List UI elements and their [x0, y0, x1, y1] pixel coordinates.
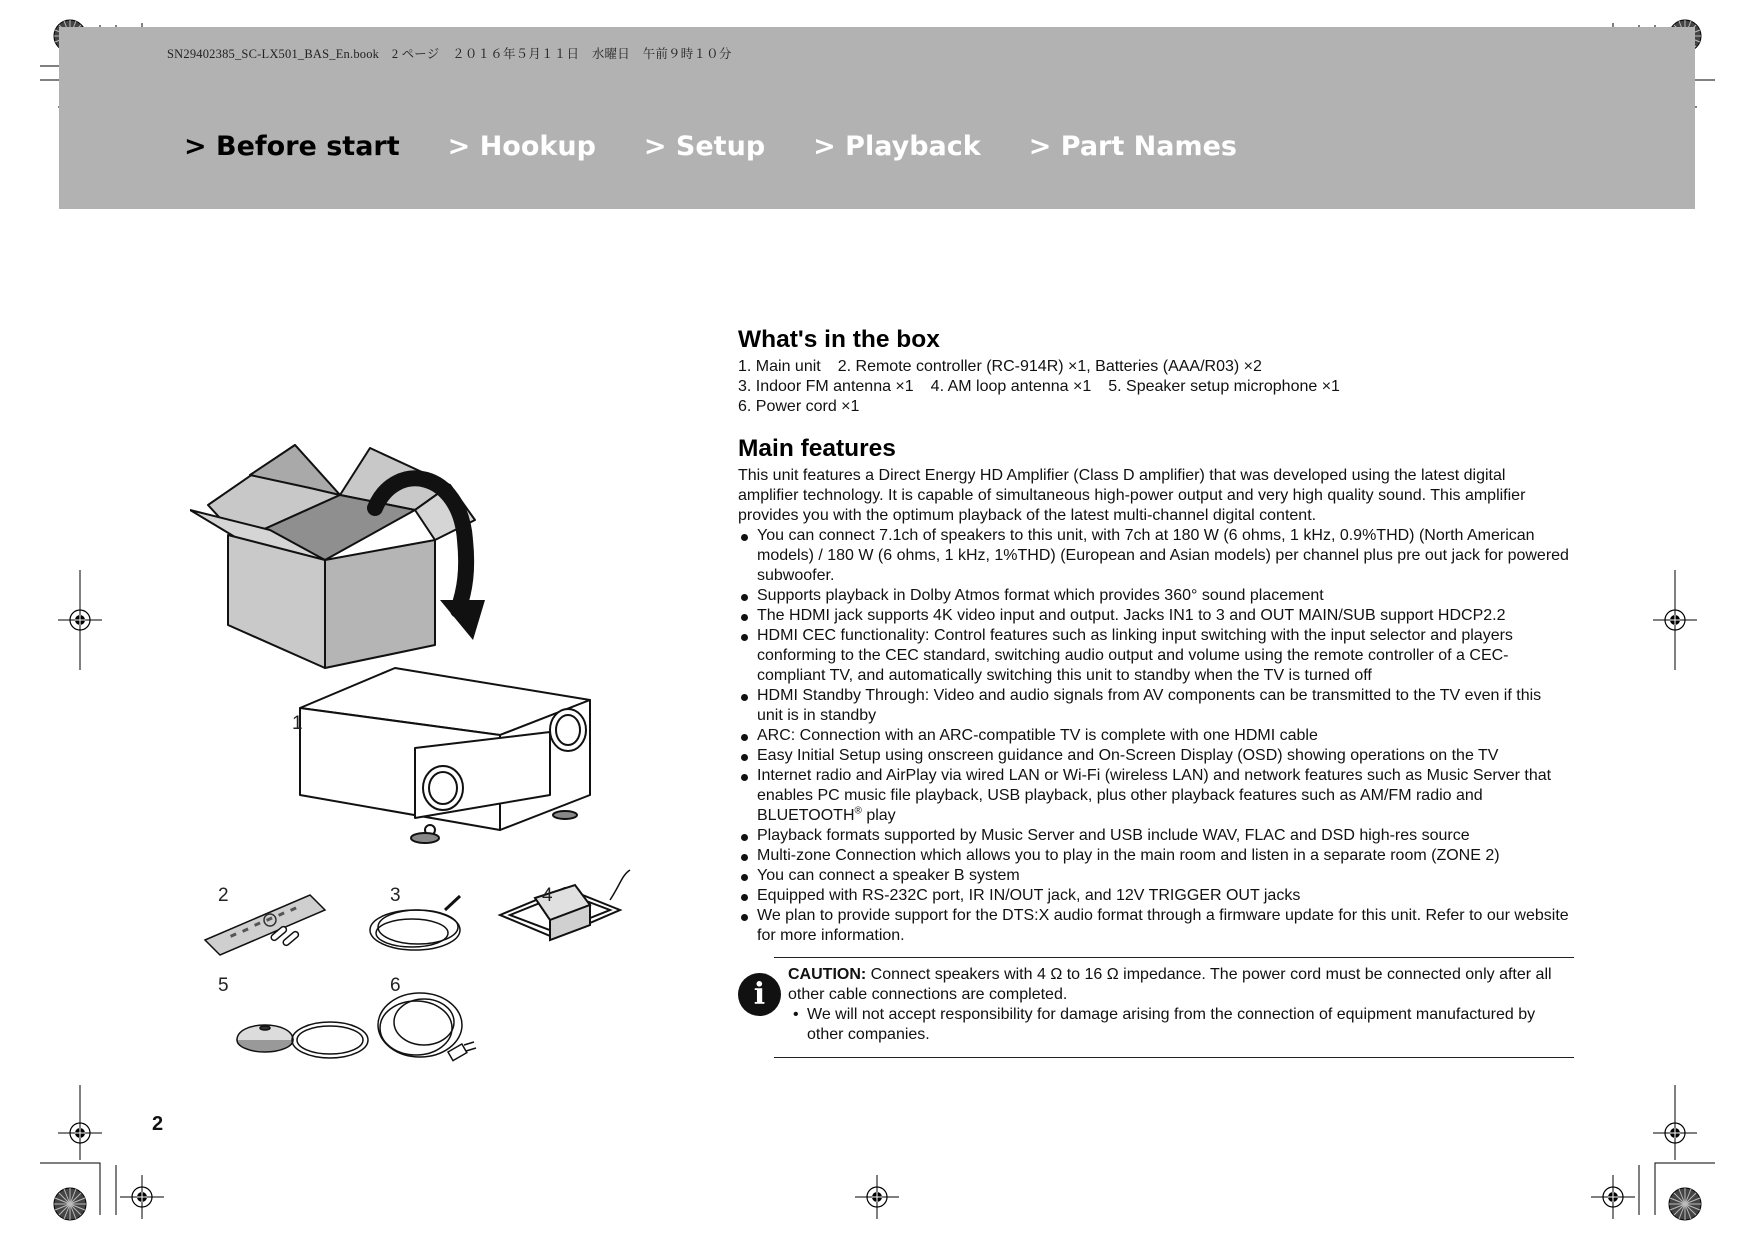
box-item: 4. AM loop antenna ×1 [930, 378, 1092, 395]
file-meta: SN29402385_SC-LX501_BAS_En.book 2 ページ ２０１６年５月１１日 水曜日 午前９時１０分 [167, 47, 732, 61]
feature-item: Playback formats supported by Music Server and USB include WAV, FLAC and DSD high-res source [738, 826, 1570, 846]
bluetooth-feature-text: Internet radio and AirPlay via wired LAN or Wi-Fi (wireless LAN) and network features such as Music Server that enables PC music file playback, USB playback, plus other playback features such as AM/FM radio and BLUETOOTH [757, 767, 1552, 824]
feature-item: HDMI Standby Through: Video and audio signals from AV components can be transmitted to the TV even if this unit is in standby [738, 686, 1570, 726]
section-nav [184, 126, 1285, 166]
box-contents-list [738, 357, 1570, 417]
setup-microphone-drawing [237, 1022, 368, 1058]
nav-hookup[interactable]: > Hookup [447, 130, 596, 162]
caution-top-rule [774, 957, 1574, 958]
box-item: 1. Main unit [738, 358, 821, 375]
feature-item: We plan to provide support for the DTS:X audio format through a firmware update for this unit. Refer to our website for more information. [738, 906, 1570, 946]
feature-item: Equipped with RS-232C port, IR IN/OUT jack, and 12V TRIGGER OUT jacks [738, 886, 1570, 906]
box-item: 6. Power cord ×1 [738, 398, 860, 415]
page-number: 2 [152, 1113, 164, 1135]
feature-item: Multi-zone Connection which allows you to play in the main room and listen in a separate room (ZONE 2) [738, 846, 1570, 866]
features-list [738, 526, 1570, 946]
main-content [738, 326, 1570, 946]
am-loop-antenna-drawing [500, 870, 630, 940]
box-contents-drawing [190, 430, 690, 1090]
caution-bullet: • We will not accept responsibility for damage arising from the connection of equipment manufactured by other companies. [788, 1005, 1574, 1045]
caution-bottom-rule [774, 1057, 1574, 1058]
figure-number-4: 4 [542, 885, 553, 906]
caution-message: Connect speakers with 4 Ω to 16 Ω impedance. The power cord must be connected only after all other cable connections are completed. [788, 966, 1552, 1003]
nav-playback[interactable]: > Playback [813, 130, 981, 162]
figure-number-5: 5 [218, 975, 229, 996]
whats-in-box-title: What's in the box [738, 326, 940, 353]
caution-label: CAUTION: [788, 966, 867, 983]
feature-item: HDMI CEC functionality: Control features such as linking input switching with the input selector and players conforming to the CEC standard, switching audio output and volume using the remote controller of a CEC-compliant TV, and automatically switching this unit to standby when the TV is turned off [738, 626, 1570, 686]
features-intro: This unit features a Direct Energy HD Amplifier (Class D amplifier) that was developed using the latest digital amplifier technology. It is capable of simultaneous high-power output and very high quality sound. This amplifier provides you with the optimum playback of the latest multi-channel digital content. [738, 467, 1526, 524]
nav-part-names[interactable]: > Part Names [1028, 130, 1237, 162]
box-line [738, 357, 1570, 377]
feature-item: Easy Initial Setup using onscreen guidance and On-Screen Display (OSD) showing operations on the TV [738, 746, 1570, 766]
info-icon: i [738, 973, 781, 1016]
feature-item: You can connect a speaker B system [738, 866, 1570, 886]
feature-item: ARC: Connection with an ARC-compatible TV is complete with one HDMI cable [738, 726, 1570, 746]
feature-item: The HDMI jack supports 4K video input and output. Jacks IN1 to 3 and OUT MAIN/SUB support HDCP2.2 [738, 606, 1570, 626]
feature-item: You can connect 7.1ch of speakers to this unit, with 7ch at 180 W (6 ohms, 1 kHz, 0.9%THD) (North American models) / 180 W (6 ohms, 1 kHz, 1%THD) (European and Asian models) per channel plus pre out jack for powered subwoofer. [738, 526, 1570, 586]
box-item: 5. Speaker setup microphone ×1 [1108, 378, 1340, 395]
feature-item-bluetooth [738, 766, 1570, 826]
nav-setup[interactable]: > Setup [643, 130, 766, 162]
figure-number-1: 1 [292, 713, 303, 734]
feature-item: Supports playback in Dolby Atmos format which provides 360° sound placement [738, 586, 1570, 606]
caution-text [788, 965, 1574, 1045]
main-features-title: Main features [738, 435, 896, 462]
box-item: 2. Remote controller (RC-914R) ×1, Batteries (AAA/R03) ×2 [837, 358, 1262, 375]
av-receiver-drawing [300, 668, 590, 843]
figure-number-6: 6 [390, 975, 401, 996]
box-line [738, 397, 1570, 417]
box-contents-illustration [190, 430, 690, 1090]
nav-before-start[interactable]: > Before start [184, 130, 400, 162]
registered-mark: ® [854, 805, 862, 817]
box-item: 3. Indoor FM antenna ×1 [738, 378, 914, 395]
caution-main [788, 965, 1574, 1005]
fm-antenna-drawing [370, 896, 460, 950]
power-cord-drawing [378, 993, 476, 1061]
box-line [738, 377, 1570, 397]
bluetooth-feature-tail: play [861, 807, 896, 824]
figure-number-2: 2 [218, 885, 229, 906]
figure-number-3: 3 [390, 885, 401, 906]
